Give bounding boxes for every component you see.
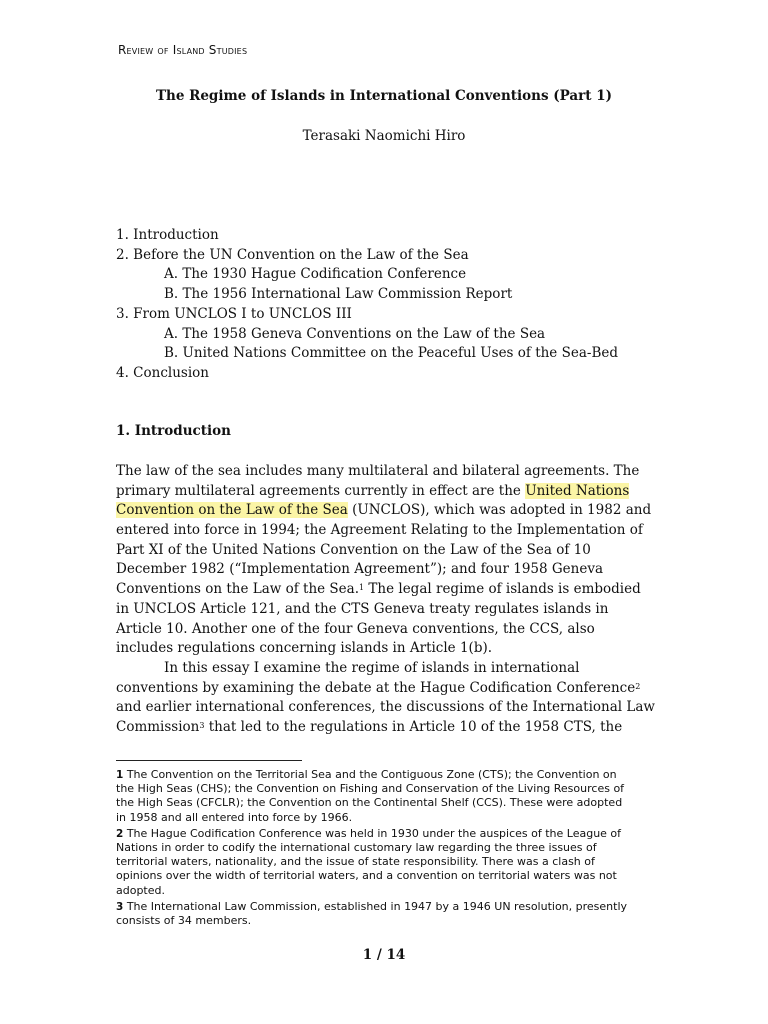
body-line: includes regulations concerning islands in Article 1(b). [116, 640, 493, 657]
footnote-number: 3 [116, 900, 124, 913]
body-line: In this essay I examine the regime of islands in international [164, 659, 580, 676]
body-line: and earlier international conferences, the discussions of the International Law [116, 699, 655, 716]
footnote-text: the High Seas (CHS); the Convention on Fishing and Conservation of the Living Resources of [116, 782, 625, 796]
running-head: Review of Island Studies [118, 43, 248, 57]
footnote-text: The Hague Codification Conference was held in 1930 under the auspices of the League of [126, 826, 622, 840]
highlighted-link[interactable]: United Nations [525, 482, 630, 499]
footnote-text: consists of 34 members. [116, 914, 252, 928]
page-number: 1 / 14 [362, 947, 406, 963]
toc-subitem: B. The 1956 International Law Commission Report [164, 286, 513, 303]
body-line: December 1982 (“Implementation Agreement”); and four 1958 Geneva [116, 561, 604, 578]
footnote-text: The International Law Commission, established in 1947 by a 1946 UN resolution, presently [126, 899, 628, 913]
toc-item: 3. From UNCLOS I to UNCLOS III [116, 305, 352, 322]
footnote-ref[interactable]: 3 [199, 720, 205, 730]
body-line [116, 580, 652, 600]
document-title: The Regime of Islands in International Conventions (Part 1) [155, 88, 613, 104]
footnote [116, 900, 656, 928]
toc-subitem: A. The 1930 Hague Codification Conference [164, 266, 467, 283]
footnote-ref[interactable]: 1 [359, 583, 365, 593]
footnote-divider [116, 760, 302, 761]
footnote-ref[interactable]: 2 [635, 681, 641, 691]
body-text-span: (UNCLOS), which was adopted in 1982 and [347, 502, 652, 519]
footnote-text: opinions over the width of territorial waters, and a convention on territorial waters was not [116, 869, 617, 883]
body-text [116, 462, 655, 738]
footnote-number: 2 [116, 827, 124, 840]
footnotes [116, 768, 656, 930]
toc-subitem: A. The 1958 Geneva Conventions on the Law of the Sea [164, 325, 546, 342]
highlighted-link[interactable]: Convention on the Law of the Sea [116, 502, 348, 519]
body-line [116, 679, 652, 699]
body-line [116, 501, 652, 521]
body-text-span: conventions by examining the debate at the Hague Codification Conference [116, 679, 636, 696]
toc-subitem: B. United Nations Committee on the Peaceful Uses of the Sea-Bed [164, 345, 618, 362]
footnote [116, 827, 656, 898]
document-author: Terasaki Naomichi Hiro [302, 128, 466, 144]
body-text-span: Conventions on the Law of the Sea. [116, 581, 360, 598]
toc-item: 2. Before the UN Convention on the Law of the Sea [116, 246, 469, 263]
section-heading: 1. Introduction [116, 423, 231, 439]
footnote-text: in 1958 and all entered into force by 1966. [116, 810, 353, 824]
body-line: The law of the sea includes many multilateral and bilateral agreements. The [116, 463, 640, 479]
footnote-text: The Convention on the Territorial Sea and the Contiguous Zone (CTS); the Convention on [126, 768, 617, 781]
body-text-span: primary multilateral agreements currently in effect are the [116, 482, 526, 499]
body-text-span: that led to the regulations in Article 10 of the 1958 CTS, the [204, 718, 623, 735]
toc-item: 1. Introduction [116, 227, 219, 243]
body-line: Article 10. Another one of the four Geneva conventions, the CCS, also [116, 620, 595, 637]
table-of-contents [116, 226, 618, 384]
body-line: Part XI of the United Nations Convention on the Law of the Sea of 10 [116, 541, 591, 558]
footnote [116, 768, 656, 825]
body-line [116, 718, 652, 738]
toc-item: 4. Conclusion [116, 364, 209, 381]
body-line [116, 482, 652, 502]
body-line: in UNCLOS Article 121, and the CTS Geneva treaty regulates islands in [116, 600, 609, 617]
footnote-text: territorial waters, nationality, and the issue of state responsibility. There was a clash of [116, 855, 595, 869]
footnote-text: Nations in order to codify the international customary law regarding the three issues of [116, 841, 597, 855]
footnote-number: 1 [116, 769, 124, 781]
body-line: entered into force in 1994; the Agreement Relating to the Implementation of [116, 522, 643, 539]
body-text-span: The legal regime of islands is embodied [364, 581, 641, 598]
footnote-text: adopted. [116, 883, 165, 897]
body-text-span: Commission [116, 718, 200, 735]
footnote-text: the High Seas (CFCLR); the Convention on the Continental Shelf (CCS). These were adopted [116, 796, 623, 810]
